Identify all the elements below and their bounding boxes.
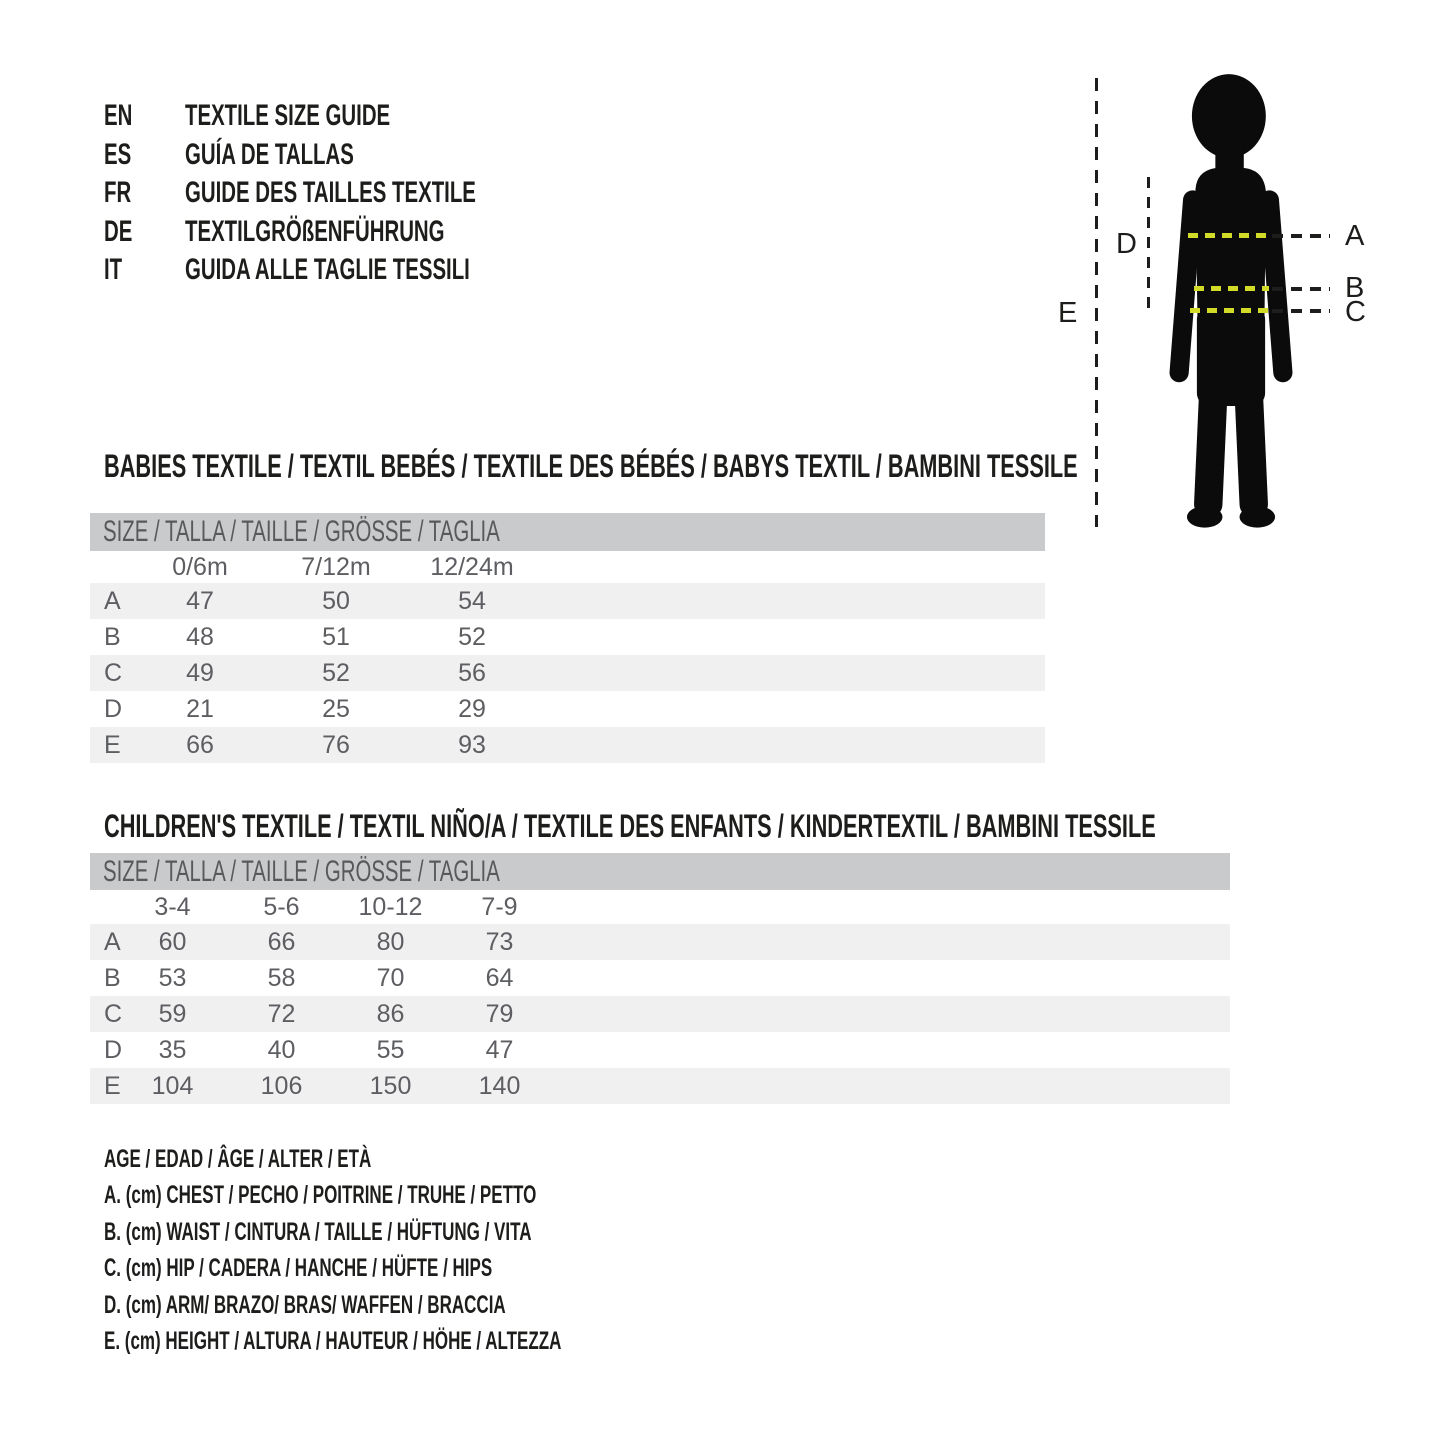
language-title: GUIDA ALLE TAGLIE TESSILI: [185, 253, 470, 287]
row-label: C: [104, 999, 123, 1028]
waist-line-b: [1272, 287, 1330, 291]
cell-value: 52: [322, 658, 350, 687]
language-title: TEXTILGRÖßENFÜHRUNG: [185, 214, 445, 248]
figure-label-a: A: [1345, 220, 1365, 252]
table-row-b: [90, 960, 1230, 996]
cell-value: 72: [267, 999, 296, 1028]
children-size-header-bar: [90, 853, 1230, 890]
babies-col-0-6m: 0/6m: [172, 552, 228, 581]
row-label: B: [104, 963, 121, 992]
cell-value: 51: [322, 622, 350, 651]
table-row-a: [90, 924, 1230, 960]
row-label: B: [104, 622, 121, 651]
figure-label-b: B: [1345, 272, 1365, 304]
cell-value: 25: [322, 694, 350, 723]
language-code: ES: [104, 137, 132, 171]
cell-value: 55: [376, 1035, 405, 1064]
cell-value: 80: [376, 927, 405, 956]
legend-hip: C. (cm) HIP / CADERA / HANCHE / HÜFTE / HIPS: [104, 1254, 493, 1283]
row-label: E: [104, 730, 121, 759]
chest-line-a-accent: [1188, 233, 1268, 238]
cell-value: 93: [458, 730, 486, 759]
cell-value: 21: [186, 694, 214, 723]
row-label: C: [104, 658, 123, 687]
row-label: D: [104, 694, 123, 723]
cell-value: 150: [369, 1071, 412, 1100]
cell-value: 66: [267, 927, 296, 956]
cell-value: 50: [322, 586, 350, 615]
row-label: E: [104, 1071, 121, 1100]
row-label: A: [104, 586, 121, 615]
children-column-header-row: [90, 890, 1230, 924]
arm-line-d: [1147, 177, 1150, 312]
hip-line-c-accent: [1190, 308, 1270, 313]
cell-value: 104: [151, 1071, 194, 1100]
children-col-7-9: 7-9: [481, 892, 518, 921]
figure-label-d: D: [1116, 228, 1137, 260]
children-size-header: SIZE / TALLA / TAILLE / GRÖSSE / TAGLIA: [103, 854, 500, 888]
language-title: GUÍA DE TALLAS: [185, 137, 354, 171]
legend-age: AGE / EDAD / ÂGE / ALTER / ETÀ: [104, 1145, 372, 1173]
legend-arm: D. (cm) ARM/ BRAZO/ BRAS/ WAFFEN / BRACCIA: [104, 1290, 506, 1319]
babies-section-caption: BABIES TEXTILE / TEXTIL BEBÉS / TEXTILE DES BÉBÉS / BABYS TEXTIL / BAMBINI TESSILE: [104, 448, 1078, 484]
chest-line-a: [1272, 234, 1330, 238]
language-title: TEXTILE SIZE GUIDE: [185, 99, 391, 132]
children-col-5-6: 5-6: [263, 892, 300, 921]
waist-line-b-accent: [1194, 286, 1269, 291]
table-row-d: [90, 691, 1045, 727]
cell-value: 60: [158, 927, 187, 956]
babies-size-table: [90, 551, 1045, 763]
cell-value: 79: [485, 999, 514, 1028]
cell-value: 64: [485, 963, 514, 992]
cell-value: 53: [158, 963, 187, 992]
babies-col-7-12m: 7/12m: [301, 552, 371, 581]
babies-column-header-row: [90, 551, 1045, 583]
babies-size-header-bar: [90, 513, 1045, 551]
children-col-3-4: 3-4: [154, 892, 191, 921]
cell-value: 140: [478, 1071, 521, 1100]
table-row-e: [90, 727, 1045, 763]
cell-value: 29: [458, 694, 486, 723]
cell-value: 54: [458, 586, 486, 615]
cell-value: 40: [267, 1035, 296, 1064]
babies-size-header: SIZE / TALLA / TAILLE / GRÖSSE / TAGLIA: [103, 515, 500, 548]
cell-value: 48: [186, 622, 214, 651]
cell-value: 59: [158, 999, 187, 1028]
cell-value: 47: [186, 586, 214, 615]
cell-value: 86: [376, 999, 405, 1028]
row-label: D: [104, 1035, 123, 1064]
table-row-c: [90, 655, 1045, 691]
legend-height: E. (cm) HEIGHT / ALTURA / HAUTEUR / HÖHE / ALTEZZA: [104, 1326, 562, 1355]
table-row-b: [90, 619, 1045, 655]
table-row-d: [90, 1032, 1230, 1068]
legend-chest: A. (cm) CHEST / PECHO / POITRINE / TRUHE / PETTO: [104, 1181, 537, 1210]
language-code: EN: [104, 99, 133, 132]
language-title: GUIDE DES TAILLES TEXTILE: [185, 176, 476, 210]
cell-value: 76: [322, 730, 350, 759]
children-size-table: [90, 890, 1230, 1104]
cell-value: 106: [260, 1071, 303, 1100]
children-col-10-12: 10-12: [358, 892, 423, 921]
table-row-a: [90, 583, 1045, 619]
babies-col-12-24m: 12/24m: [430, 552, 514, 581]
cell-value: 35: [158, 1035, 187, 1064]
cell-value: 73: [485, 927, 514, 956]
measurement-legend: [104, 1141, 777, 1359]
cell-value: 49: [186, 658, 214, 687]
language-code: DE: [104, 214, 133, 248]
table-row-e: [90, 1068, 1230, 1104]
hip-line-c: [1272, 309, 1330, 313]
cell-value: 52: [458, 622, 486, 651]
language-code: FR: [104, 176, 132, 210]
cell-value: 56: [458, 658, 486, 687]
cell-value: 70: [376, 963, 405, 992]
legend-waist: B. (cm) WAIST / CINTURA / TAILLE / HÜFTUNG / VITA: [104, 1217, 532, 1246]
figure-label-e: E: [1058, 297, 1078, 329]
language-code: IT: [104, 253, 123, 287]
cell-value: 47: [485, 1035, 514, 1064]
figure-label-c: C: [1345, 296, 1366, 328]
row-label: A: [104, 927, 121, 956]
cell-value: 66: [186, 730, 214, 759]
cell-value: 58: [267, 963, 296, 992]
table-row-c: [90, 996, 1230, 1032]
children-section-caption: CHILDREN'S TEXTILE / TEXTIL NIÑO/A / TEXTILE DES ENFANTS / KINDERTEXTIL / BAMBINI TESSILE: [104, 808, 1156, 844]
